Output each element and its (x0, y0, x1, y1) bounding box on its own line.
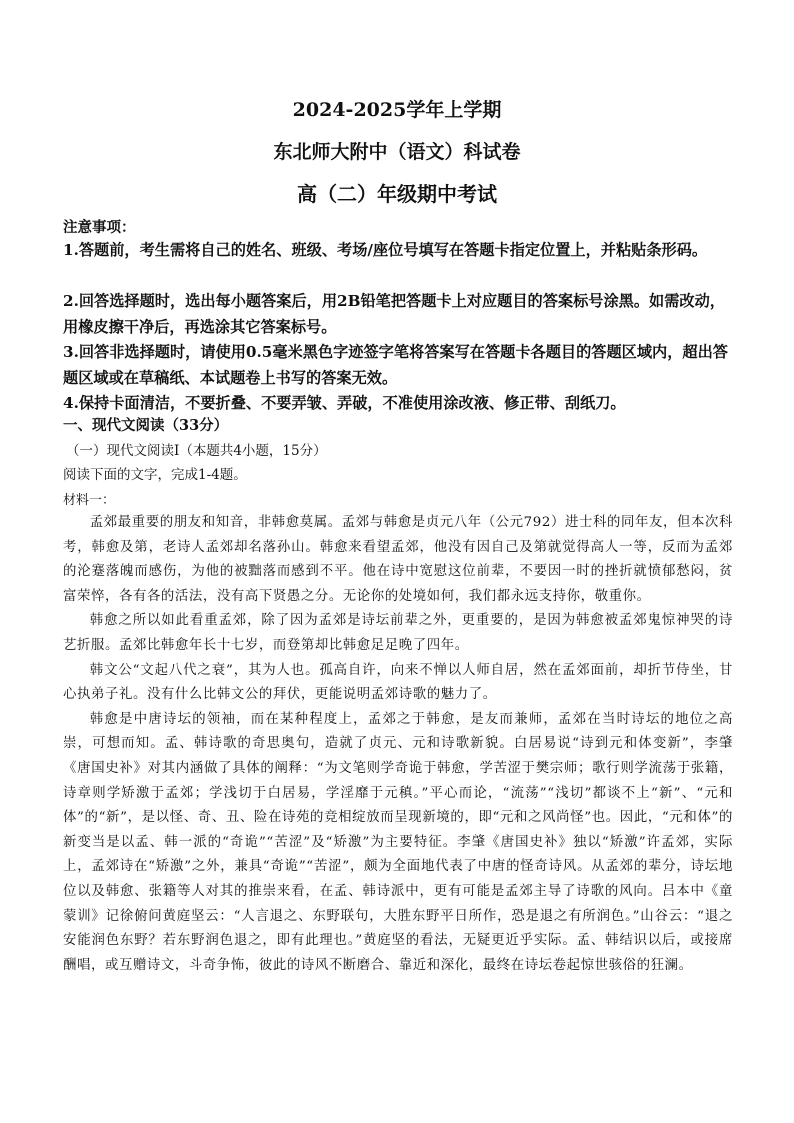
notice-rule-4: 4.保持卡面清洁，不要折叠、不要弄皱、弄破，不准使用涂改液、修正带、刮纸刀。 (63, 394, 626, 412)
notice-rule-2: 2.回答选择题时，选出每小题答案后，用2B铅笔把答题卡上对应题目的答案标号涂黑。如需改动，用橡皮擦干净后，再选涂其它答案标号。 (63, 292, 725, 336)
notice-rule-1: 1.答题前，考生需将自己的姓名、班级、考场/座位号填写在答题卡指定位置上，并粘贴条形码。 (63, 241, 708, 259)
reading-instruction: 阅读下面的文字，完成1-4题。 (63, 467, 247, 483)
notice-heading: 注意事项： (63, 219, 136, 236)
material-label: 材料一： (63, 493, 116, 508)
passage-paragraph-4: 韩愈是中唐诗坛的领袖，而在某种程度上，孟郊之于韩愈，是友而兼师，孟郊在当时诗坛的地位之高崇，可想而知。孟、韩诗歌的奇思奥句，造就了贞元、元和诗歌新貌。白居易说“诗到元和体变新”，李肇《唐国史补》对其内涵做了具体的阐释：“为文笔则学奇诡于韩愈，学苦涩于樊宗师；歌行则学流荡于张籍，诗章则学矫激于孟郊；学浅切于白居易，学淫靡于元稹。”平心而论，“流荡”“浅切”都谈不上“新”、“元和体”的“新”，是以怪、奇、丑、险在诗苑的竞相绽放而呈现新境的，即“元和之风尚怪”也。因此，“元和体”的新变当是以孟、韩一派的“奇诡”“苦涩”及“矫激”为主要特征。李肇《唐国史补》独以“矫激”许孟郊，实际上，孟郊诗在“矫激”之外，兼具“奇诡”“苦涩”，颇为全面地代表了中唐的怪奇诗风。从孟郊的辈分，诗坛地位以及韩愈、张籍等人对其的推崇来看，在孟、韩诗派中，更有可能是孟郊主导了诗歌的风向。吕本中《童蒙训》记徐俯问黄庭坚云：“人言退之、东野联句，大胜东野平日所作，恐是退之有所润色。”山谷云：“退之安能润色东野？若东野润色退之，即有此理也。”黄庭坚的看法，无疑更近乎实际。孟、韩结识以后，或接席酬唱，或互赠诗文，斗奇争怖，彼此的诗风不断磨合、靠近和深化，最终在诗坛卷起惊世骇俗的狂澜。 (63, 711, 733, 973)
passage-paragraph-3: 韩文公“文起八代之衰”，其为人也。孤高自许，向来不惮以人师自居，然在孟郊面前，却折节侍坐，甘心执弟子礼。没有什么比韩文公的拜伏，更能说明孟郊诗歌的魅力了。 (63, 662, 733, 703)
exam-paper-title: 东北师大附中（语文）科试卷 (273, 141, 521, 163)
reading-passage (63, 511, 733, 978)
passage-paragraph-2: 韩愈之所以如此看重孟郊，除了因为孟郊是诗坛前辈之外，更重要的，是因为韩愈被孟郊鬼惊神哭的诗艺折服。孟郊比韩愈年长十七岁，而登第却比韩愈足足晚了四年。 (63, 613, 733, 653)
section-title: 一、现代文阅读（33分） (63, 417, 229, 434)
school-year-title: 2024-2025学年上学期 (292, 99, 502, 121)
section-subtitle: （一）现代文阅读Ⅰ（本题共4小题，15分） (66, 443, 327, 459)
notice-rule-3: 3.回答非选择题时，请使用0.5毫米黑色字迹签字笔将答案写在答题卡各题目的答题区域内，超出答题区域或在草稿纸、本试题卷上书写的答案无效。 (63, 343, 728, 387)
grade-exam-title: 高（二）年级期中考试 (297, 182, 497, 206)
passage-paragraph-1: 孟郊最重要的朋友和知音，非韩愈莫属。孟郊与韩愈是贞元八年（公元792）进士科的同年友，但本次科考，韩愈及第，老诗人孟郊却名落孙山。韩愈来看望孟郊，他没有因自己及第就觉得高人一等，反而为孟郊的沦蹇落魄而感伤，为他的被黜落而感到不平。他在诗中宽慰这位前辈，不要因一时的挫折就愤郁愁闷，贫富荣悴，各有各的活法，没有高下贤愚之分。无论你的处境如何，我们都永远支持你，敬重你。 (63, 515, 733, 604)
